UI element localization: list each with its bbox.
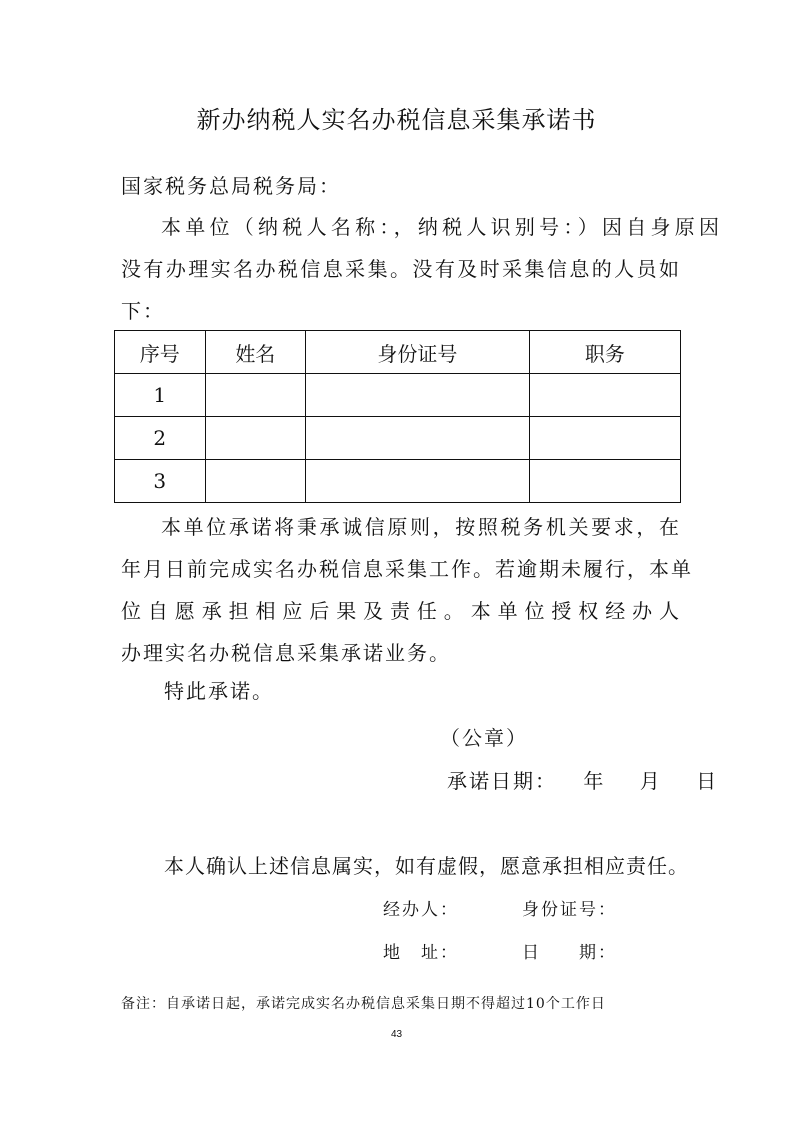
header-position: 职务 [529, 331, 680, 374]
table-row [115, 374, 681, 417]
cell-id-number[interactable] [306, 460, 530, 503]
table-header-row [115, 331, 681, 374]
cell-seq: 3 [115, 460, 206, 503]
intro-line-2: 没有办理实名办税信息采集。没有及时采集信息的人员如 [121, 257, 681, 281]
header-seq: 序号 [115, 331, 206, 374]
commitment-date-year: 年 [583, 769, 606, 793]
address-label: 地 址： [383, 943, 459, 963]
table-row [115, 417, 681, 460]
cell-position[interactable] [529, 460, 680, 503]
cell-position[interactable] [529, 417, 680, 460]
commitment-date-month: 月 [639, 769, 662, 793]
remark-note: 备注：自承诺日起，承诺完成实名办税信息采集日期不得超过10个工作日 [121, 996, 606, 1012]
commitment-line-2: 年月日前完成实名办税信息采集工作。若逾期未履行，本单 [121, 557, 693, 581]
commitment-line-1: 本单位承诺将秉承诚信原则，按照税务机关要求，在 [161, 515, 681, 539]
confirmation-statement: 本人确认上述信息属实，如有虚假，愿意承担相应责任。 [164, 854, 689, 878]
commitment-date-label: 承诺日期： [447, 769, 557, 793]
page-number: 43 [390, 1029, 403, 1040]
official-seal-label: （公章） [440, 726, 528, 750]
cell-seq: 1 [115, 374, 206, 417]
signature-date-label: 日 期： [522, 943, 617, 963]
cell-position[interactable] [529, 374, 680, 417]
commitment-line-4: 办理实名办税信息采集承诺业务。 [121, 641, 451, 665]
document-title: 新办纳税人实名办税信息采集承诺书 [196, 106, 597, 134]
addressee: 国家税务总局税务局： [121, 174, 341, 198]
cell-name[interactable] [205, 374, 306, 417]
intro-line-1: 本单位（纳税人名称：，纳税人识别号：）因自身原因 [161, 215, 721, 239]
agent-label: 经办人： [383, 900, 459, 920]
cell-id-number[interactable] [306, 417, 530, 460]
table-row [115, 460, 681, 503]
commitment-date-day: 日 [696, 769, 719, 793]
cell-name[interactable] [205, 460, 306, 503]
commitment-date [447, 765, 718, 794]
cell-seq: 2 [115, 417, 206, 460]
agent-id-label: 身份证号： [522, 900, 617, 920]
cell-name[interactable] [205, 417, 306, 460]
header-id-number: 身份证号 [306, 331, 530, 374]
intro-line-3: 下： [121, 299, 165, 323]
staff-table [114, 330, 681, 503]
commitment-line-3: 位自愿承担相应后果及责任。本单位授权经办人 [121, 599, 681, 623]
special-commitment: 特此承诺。 [164, 679, 274, 703]
header-name: 姓名 [205, 331, 306, 374]
cell-id-number[interactable] [306, 374, 530, 417]
